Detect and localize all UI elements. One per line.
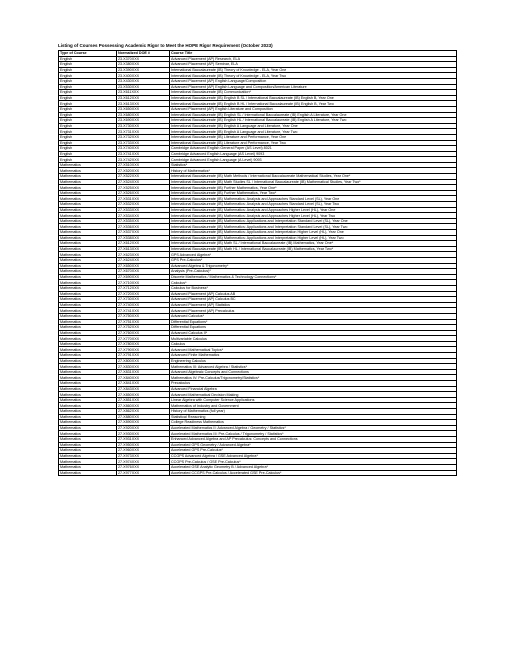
cell-course-title: International Baccalaureate (IB) English HL / International Baccalaureate (IB) English A Literature, Year Two [170, 118, 457, 124]
cell-type-of-course: Mathematics [59, 409, 117, 415]
cell-normalized-doe: 27.X830XXX [117, 364, 170, 370]
cell-type-of-course: Mathematics [59, 280, 117, 286]
cell-course-title: Engineering Calculus [170, 358, 457, 364]
cell-course-title: Advanced Placement (AP) Seminar, ELA [170, 62, 457, 68]
cell-type-of-course: Mathematics [59, 302, 117, 308]
cell-normalized-doe: 27.X831XXX [117, 369, 170, 375]
cell-normalized-doe: 27.X791XXX [117, 353, 170, 359]
cell-normalized-doe: 23.X740XXX [117, 146, 170, 152]
cell-type-of-course: Mathematics [59, 358, 117, 364]
cell-course-title: Calculus* [170, 280, 457, 286]
cell-normalized-doe: 27.X751XXX [117, 319, 170, 325]
cell-type-of-course: Mathematics [59, 353, 117, 359]
cell-type-of-course: Mathematics [59, 453, 117, 459]
cell-course-title: International Baccalaureate (IB) Literature and Performance, Year Two [170, 140, 457, 146]
cell-normalized-doe: 27.X860XXX [117, 403, 170, 409]
cell-normalized-doe: 23.X380XXX [117, 62, 170, 68]
cell-normalized-doe: 27.X730XXX [117, 297, 170, 303]
cell-normalized-doe: 27.X690XXX [117, 274, 170, 280]
cell-type-of-course: English [59, 56, 117, 62]
cell-normalized-doe: 23.X611XXX [117, 90, 170, 96]
cell-course-title: International Baccalaureate (IB) Further Mathematics, Year Two* [170, 190, 457, 196]
cell-type-of-course: Mathematics [59, 230, 117, 236]
cell-type-of-course: Mathematics [59, 224, 117, 230]
cell-normalized-doe: 27.X920XXX [117, 425, 170, 431]
cell-type-of-course: Mathematics [59, 341, 117, 347]
cell-normalized-doe: 23.X613XXX [117, 101, 170, 107]
cell-type-of-course: English [59, 90, 117, 96]
cell-course-title: International Baccalaureate (IB) English B HL / International Baccalaureate (IB) English B, Year Two [170, 101, 457, 107]
cell-course-title: Enhanced Advanced Algebra and AP Precalculus: Concepts and Connections [170, 436, 457, 442]
cell-course-title: Linear Algebra with Computer Science Applications [170, 397, 457, 403]
cell-normalized-doe: 27.X960XXX [117, 448, 170, 454]
cell-normalized-doe: 27.X520XXX [117, 168, 170, 174]
cell-type-of-course: English [59, 146, 117, 152]
cell-course-title: Accelerated GPS Pre-Calculus* [170, 448, 457, 454]
cell-normalized-doe: 27.X712XXX [117, 285, 170, 291]
cell-course-title: Advanced Placement (AP) Research, ELA [170, 56, 457, 62]
cell-normalized-doe: 27.X532XXX [117, 202, 170, 208]
cell-course-title: Accelerated Mathematics III: Pre-Calculus / Trigonometry / Statistics* [170, 431, 457, 437]
cell-course-title: Discrete Mathematics / Mathematics & Technology Connections* [170, 274, 457, 280]
cell-course-title: Differential Equations* [170, 319, 457, 325]
cell-course-title: Mathematics of Industry and Government [170, 403, 457, 409]
cell-normalized-doe: 27.X974XXX [117, 459, 170, 465]
cell-type-of-course: Mathematics [59, 392, 117, 398]
cell-course-title: Advanced Financial Algebra [170, 386, 457, 392]
cell-normalized-doe: 27.X538XXX [117, 235, 170, 241]
cell-course-title: Advanced Mathematical Decision Making [170, 392, 457, 398]
cell-type-of-course: Mathematics [59, 364, 117, 370]
cell-type-of-course: Mathematics [59, 162, 117, 168]
cell-type-of-course: English [59, 112, 117, 118]
cell-course-title: Advanced Placement (AP) English Language and Composition/American Literature [170, 84, 457, 90]
cell-type-of-course: Mathematics [59, 459, 117, 465]
cell-type-of-course: English [59, 62, 117, 68]
cell-course-title: Differential Equations [170, 325, 457, 331]
cell-type-of-course: Mathematics [59, 313, 117, 319]
cell-course-title: Accelerated GPS Geometry / Advanced Algebra* [170, 442, 457, 448]
cell-course-title: Accelerated Mathematics II: Advanced Algebra / Geometry / Statistics* [170, 425, 457, 431]
cell-normalized-doe: 23.X370XXX [117, 56, 170, 62]
cell-type-of-course: English [59, 134, 117, 140]
cell-course-title: GPS Pre-Calculus* [170, 257, 457, 263]
cell-type-of-course: Mathematics [59, 291, 117, 297]
cell-normalized-doe: 23.X650XXX [117, 106, 170, 112]
cell-type-of-course: Mathematics [59, 174, 117, 180]
cell-normalized-doe: 27.X780XXX [117, 341, 170, 347]
cell-type-of-course: Mathematics [59, 319, 117, 325]
cell-normalized-doe: 27.X612XXX [117, 241, 170, 247]
cell-type-of-course: Mathematics [59, 185, 117, 191]
cell-normalized-doe: 27.X973XXX [117, 453, 170, 459]
cell-type-of-course: Mathematics [59, 442, 117, 448]
cell-course-title: Calculus for Business* [170, 285, 457, 291]
table-body [59, 56, 457, 476]
cell-type-of-course: Mathematics [59, 414, 117, 420]
cell-type-of-course: Mathematics [59, 202, 117, 208]
cell-type-of-course: English [59, 129, 117, 135]
cell-normalized-doe: 23.X430XXX [117, 78, 170, 84]
cell-type-of-course: Mathematics [59, 330, 117, 336]
cell-course-title: Mathematics III: Advanced Algebra / Statistics* [170, 364, 457, 370]
cell-normalized-doe: 27.X534XXX [117, 213, 170, 219]
cell-type-of-course: English [59, 101, 117, 107]
cell-course-title: Advanced Placement (AP) Precalculus [170, 308, 457, 314]
cell-course-title: International Baccalaureate (IB) Literature and Performance, Year One [170, 134, 457, 140]
cell-type-of-course: English [59, 73, 117, 79]
header-type-of-course: Type of Course [59, 51, 117, 57]
cell-normalized-doe: 23.X730XXX [117, 123, 170, 129]
cell-type-of-course: English [59, 67, 117, 73]
cell-type-of-course: Mathematics [59, 168, 117, 174]
cell-normalized-doe: 27.X536XXX [117, 224, 170, 230]
cell-type-of-course: Mathematics [59, 397, 117, 403]
cell-course-title: International Baccalaureate (IB) Mathematics: Analysis and Approaches Standard Level (SL), Year Two [170, 202, 457, 208]
cell-normalized-doe: 27.X670XXX [117, 269, 170, 275]
cell-normalized-doe: 27.X510XXX [117, 162, 170, 168]
cell-course-title: International Baccalaureate (IB) Mathematics: Applications and Interpretation Higher Level (HL), Year Two [170, 235, 457, 241]
cell-type-of-course: Mathematics [59, 464, 117, 470]
cell-type-of-course: Mathematics [59, 207, 117, 213]
cell-type-of-course: Mathematics [59, 269, 117, 275]
cell-course-title: Statistical Reasoning [170, 414, 457, 420]
cell-normalized-doe: 27.X710XXX [117, 280, 170, 286]
cell-type-of-course: English [59, 84, 117, 90]
cell-normalized-doe: 23.X390XXX [117, 67, 170, 73]
header-normalized-doe: Normalized DOE # [117, 51, 170, 57]
cell-normalized-doe: 23.X612XXX [117, 95, 170, 101]
cell-normalized-doe: 23.X690XXX [117, 118, 170, 124]
cell-normalized-doe: 27.X524XXX [117, 179, 170, 185]
cell-normalized-doe: 27.X750XXX [117, 313, 170, 319]
cell-normalized-doe: 27.X535XXX [117, 218, 170, 224]
cell-type-of-course: Mathematics [59, 381, 117, 387]
cell-course-title: Advanced Placement (AP) English Language/Composition [170, 78, 457, 84]
cell-course-title: Advanced Calculus II* [170, 330, 457, 336]
cell-course-title: College Readiness Mathematics [170, 420, 457, 426]
cell-normalized-doe: 23.X680XXX [117, 112, 170, 118]
cell-type-of-course: Mathematics [59, 196, 117, 202]
cell-normalized-doe: 27.X851XXX [117, 397, 170, 403]
cell-course-title: International Baccalaureate (IB) Math Methods / International Baccalaureate Mathematical Studies, Year One* [170, 174, 457, 180]
cell-normalized-doe: 27.X840XXX [117, 375, 170, 381]
cell-normalized-doe: 27.X752XXX [117, 325, 170, 331]
cell-course-title: Accelerated GSE Analytic Geometry B / Advanced Algebra* [170, 464, 457, 470]
cell-type-of-course: Mathematics [59, 257, 117, 263]
cell-normalized-doe: 27.X720XXX [117, 291, 170, 297]
cell-normalized-doe: 27.X525XXX [117, 185, 170, 191]
cell-course-title: Advanced Placement (AP) English Literature and Composition [170, 106, 457, 112]
course-table [58, 50, 457, 476]
cell-type-of-course: English [59, 106, 117, 112]
cell-type-of-course: Mathematics [59, 246, 117, 252]
cell-type-of-course: Mathematics [59, 179, 117, 185]
table-row [59, 470, 457, 476]
cell-course-title: International Baccalaureate (IB) Theory of Knowledge - ELA, Year One [170, 67, 457, 73]
cell-type-of-course: Mathematics [59, 369, 117, 375]
cell-course-title: Advanced Placement (AP) Calculus AB [170, 291, 457, 297]
cell-type-of-course: Mathematics [59, 470, 117, 476]
cell-normalized-doe: 27.X976XXX [117, 464, 170, 470]
cell-normalized-doe: 23.X742XXX [117, 157, 170, 163]
cell-course-title: International Baccalaureate (IB) Mathematics: Applications and Interpretation Standard Level (SL), Year One [170, 218, 457, 224]
cell-course-title: International Baccalaureate (IB) Mathematics: Applications and Interpretation Higher Level (HL), Year One [170, 230, 457, 236]
cell-normalized-doe: 23.X741XXX [117, 151, 170, 157]
cell-normalized-doe: 27.X862XXX [117, 409, 170, 415]
cell-course-title: International Baccalaureate (IB) Mathematics: Analysis and Approaches Higher Level (HL), Year Two [170, 213, 457, 219]
cell-course-title: Precalculus [170, 381, 457, 387]
cell-type-of-course: Mathematics [59, 235, 117, 241]
cell-normalized-doe: 27.X741XXX [117, 308, 170, 314]
cell-normalized-doe: 23.X400XXX [117, 73, 170, 79]
cell-normalized-doe: 27.X890XXX [117, 420, 170, 426]
cell-course-title: Multivariable Calculus [170, 336, 457, 342]
cell-normalized-doe: 27.X850XXX [117, 392, 170, 398]
cell-course-title: International Baccalaureate (IB) Theory of Knowledge - ELA, Year Two [170, 73, 457, 79]
cell-normalized-doe: 27.X613XXX [117, 246, 170, 252]
cell-course-title: Advanced Mathematical Topics* [170, 347, 457, 353]
cell-course-title: Statistics* [170, 162, 457, 168]
cell-type-of-course: Mathematics [59, 274, 117, 280]
cell-course-title: Cambridge Advanced English Language (A Level) 9093 [170, 157, 457, 163]
cell-type-of-course: Mathematics [59, 213, 117, 219]
cell-normalized-doe: 23.X530XXX [117, 84, 170, 90]
cell-course-title: Advanced Finite Mathematics [170, 353, 457, 359]
cell-type-of-course: Mathematics [59, 425, 117, 431]
cell-course-title: International Baccalaureate (IB) English A Language and Literature, Year Two [170, 129, 457, 135]
cell-normalized-doe: 27.X531XXX [117, 196, 170, 202]
cell-course-title: International Baccalaureate (IB) Further Mathematics, Year One* [170, 185, 457, 191]
cell-course-title: International Baccalaureate (IB) Math SL / International Baccalaureate (IB) Mathematics, Year One* [170, 241, 457, 247]
cell-course-title: GPS Advanced Algebra* [170, 252, 457, 258]
cell-course-title: History of Mathematics (full year) [170, 409, 457, 415]
cell-type-of-course: Mathematics [59, 448, 117, 454]
cell-normalized-doe: 27.X533XXX [117, 207, 170, 213]
cell-type-of-course: Mathematics [59, 386, 117, 392]
cell-course-title: International Baccalaureate (IB) Mathematics: Analysis and Approaches Standard Level (SL), Year One [170, 196, 457, 202]
cell-normalized-doe: 23.X733XXX [117, 140, 170, 146]
cell-type-of-course: Mathematics [59, 190, 117, 196]
cell-normalized-doe: 27.X770XXX [117, 336, 170, 342]
cell-course-title: Mathematics IV: Pre-Calculus/Trigonometry/Statistics* [170, 375, 457, 381]
cell-course-title: Cambridge Advanced English General Paper (AS Level) 8021 [170, 146, 457, 152]
cell-normalized-doe: 27.X623XXX [117, 252, 170, 258]
cell-normalized-doe: 27.X740XXX [117, 302, 170, 308]
cell-course-title: Calculus [170, 341, 457, 347]
cell-course-title: International Baccalaureate (IB) Communication* [170, 90, 457, 96]
cell-type-of-course: Mathematics [59, 218, 117, 224]
cell-type-of-course: English [59, 140, 117, 146]
cell-type-of-course: Mathematics [59, 403, 117, 409]
cell-normalized-doe: 27.X977XXX [117, 470, 170, 476]
cell-course-title: CCGPS Pre-Calculus / GSE Pre-Calculus* [170, 459, 457, 465]
cell-normalized-doe: 27.X800XXX [117, 358, 170, 364]
cell-course-title: Accelerated CCGPS Pre-Calculus / Accelerated GSE Pre-Calculus* [170, 470, 457, 476]
cell-normalized-doe: 27.X843XXX [117, 386, 170, 392]
cell-type-of-course: Mathematics [59, 431, 117, 437]
cell-course-title: International Baccalaureate (IB) Math HL / International Baccalaureate (IB) Mathematics, Year Two* [170, 246, 457, 252]
cell-normalized-doe: 27.X950XXX [117, 442, 170, 448]
cell-course-title: International Baccalaureate (IB) English A Language and Literature, Year One [170, 123, 457, 129]
cell-normalized-doe: 27.X930XXX [117, 431, 170, 437]
cell-course-title: Cambridge Advanced English Language (AS Level) 9093 [170, 151, 457, 157]
cell-normalized-doe: 27.X522XXX [117, 174, 170, 180]
header-course-title: Course Title [170, 51, 457, 57]
cell-type-of-course: English [59, 157, 117, 163]
cell-type-of-course: English [59, 118, 117, 124]
cell-normalized-doe: 23.X731XXX [117, 129, 170, 135]
cell-course-title: History of Mathematics* [170, 168, 457, 174]
cell-course-title: International Baccalaureate (IB) Mathematics: Applications and Interpretation Standard Level (SL), Year Two [170, 224, 457, 230]
cell-course-title: Advanced Calculus* [170, 313, 457, 319]
cell-course-title: Advanced Algebraic Concepts and Connections [170, 369, 457, 375]
cell-type-of-course: Mathematics [59, 252, 117, 258]
cell-normalized-doe: 27.X790XXX [117, 347, 170, 353]
cell-type-of-course: English [59, 151, 117, 157]
cell-type-of-course: English [59, 123, 117, 129]
cell-normalized-doe: 27.X624XXX [117, 257, 170, 263]
cell-normalized-doe: 27.X526XXX [117, 190, 170, 196]
cell-type-of-course: Mathematics [59, 241, 117, 247]
cell-course-title: Advanced Algebra & Trigonometry* [170, 263, 457, 269]
cell-type-of-course: Mathematics [59, 420, 117, 426]
cell-normalized-doe: 27.X537XXX [117, 230, 170, 236]
cell-type-of-course: English [59, 95, 117, 101]
cell-normalized-doe: 27.X650XXX [117, 263, 170, 269]
cell-type-of-course: Mathematics [59, 297, 117, 303]
cell-type-of-course: Mathematics [59, 285, 117, 291]
cell-normalized-doe: 27.X931XXX [117, 436, 170, 442]
cell-normalized-doe: 27.X880XXX [117, 414, 170, 420]
cell-type-of-course: Mathematics [59, 308, 117, 314]
cell-type-of-course: Mathematics [59, 436, 117, 442]
cell-normalized-doe: 27.X760XXX [117, 330, 170, 336]
cell-course-title: Advanced Placement (AP) Calculus BC [170, 297, 457, 303]
cell-type-of-course: Mathematics [59, 347, 117, 353]
cell-normalized-doe: 23.X732XXX [117, 134, 170, 140]
cell-course-title: International Baccalaureate (IB) Math Studies SL / International Baccalaureate (IB) Mathematical Studies, Year Two* [170, 179, 457, 185]
cell-type-of-course: English [59, 78, 117, 84]
cell-course-title: International Baccalaureate (IB) English B SL / International Baccalaureate (IB) English B, Year One [170, 95, 457, 101]
cell-type-of-course: Mathematics [59, 375, 117, 381]
cell-course-title: Advanced Placement (AP) Statistics [170, 302, 457, 308]
cell-type-of-course: Mathematics [59, 336, 117, 342]
cell-course-title: International Baccalaureate (IB) Mathematics: Analysis and Approaches Higher Level (HL), Year One [170, 207, 457, 213]
cell-type-of-course: Mathematics [59, 325, 117, 331]
cell-course-title: International Baccalaureate (IB) English SL / International Baccalaureate (IB) English A Literature, Year One [170, 112, 457, 118]
cell-course-title: Analysis (Pre-Calculus)* [170, 269, 457, 275]
page-title: Listing of Courses Possessing Academic Rigor to Meet the HOPE Rigor Requirement (October 2023) [58, 43, 273, 48]
cell-normalized-doe: 27.X841XXX [117, 381, 170, 387]
cell-course-title: CCGPS Advanced Algebra / GSE Advanced Algebra* [170, 453, 457, 459]
cell-type-of-course: Mathematics [59, 263, 117, 269]
